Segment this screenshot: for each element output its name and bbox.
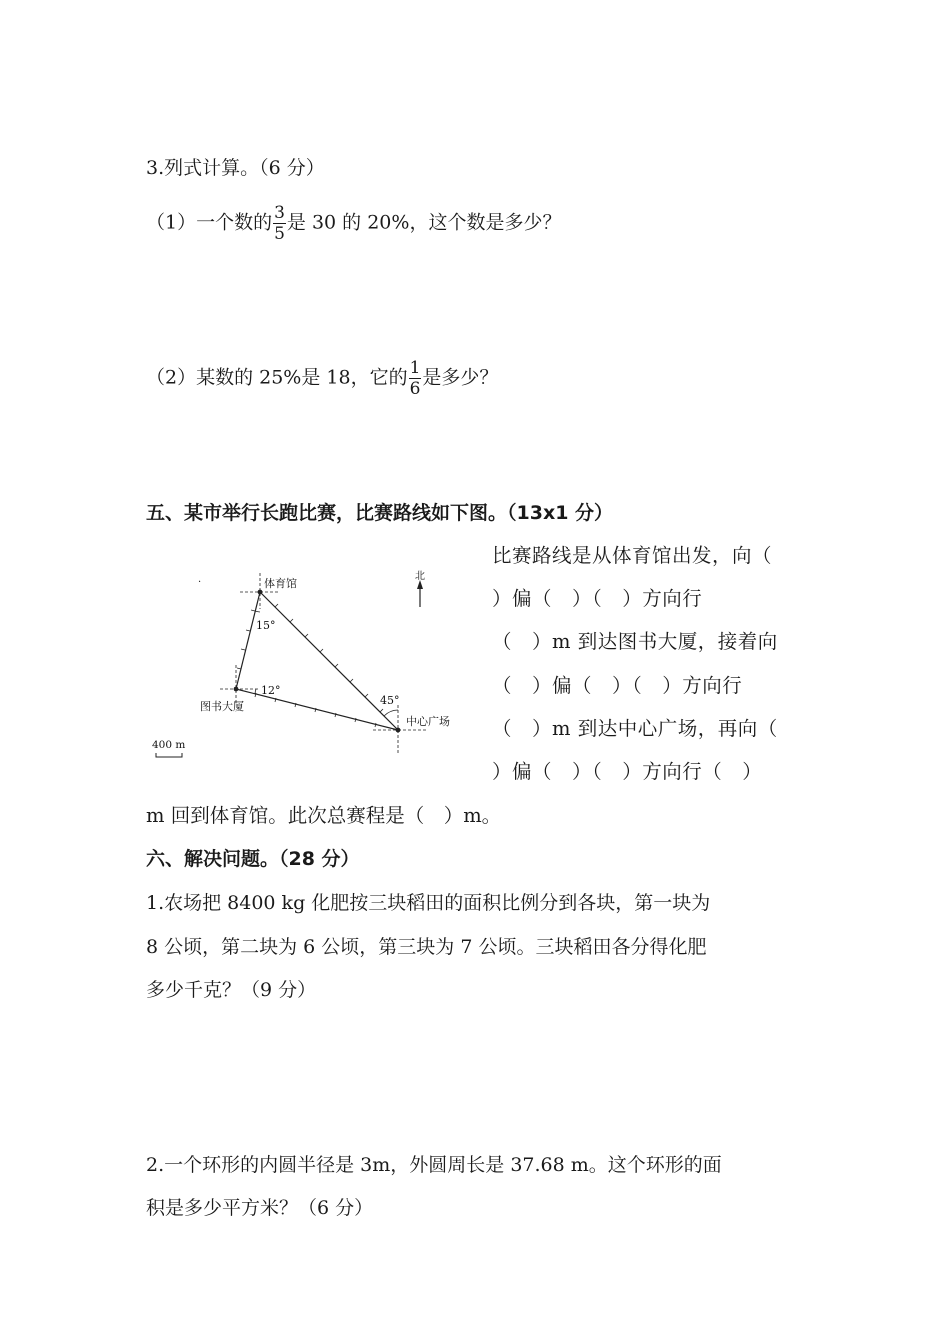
fraction-denominator: 5 — [274, 224, 285, 244]
label-angle-gym: 15° — [256, 619, 276, 632]
fraction-1-6 — [409, 358, 422, 399]
route-line-3: （ ）m 到达图书大厦，接着向 — [492, 630, 778, 653]
route-gym-library — [236, 592, 260, 689]
svg-text:·: · — [198, 577, 202, 588]
label-plaza: 中心广场 — [406, 715, 450, 728]
route-line-5: （ ）m 到达中心广场，再向（ — [492, 717, 778, 740]
q3-part1-prefix: （1）一个数的 — [146, 211, 273, 234]
q3-part2-prefix: （2）某数的 25%是 18，它的 — [146, 366, 408, 389]
label-gym: 体育馆 — [264, 577, 297, 590]
route-tail: m 回到体育馆。此次总赛程是（ ）m。 — [146, 804, 502, 827]
route-map — [148, 565, 478, 765]
fraction-numerator: 3 — [274, 203, 285, 223]
label-library: 图书大厦 — [200, 700, 244, 713]
label-north: 北 — [415, 571, 425, 582]
problem2-line-2: 积是多少平方米？（6 分） — [146, 1197, 374, 1219]
route-line-6: ）偏（ ）（ ）方向行（ ） — [492, 760, 763, 783]
problem2-line-1: 2.一个环形的内圆半径是 3m，外圆周长是 37.68 m。这个环形的面 — [146, 1154, 722, 1176]
label-scale: 400 m — [152, 739, 186, 751]
fraction-numerator: 1 — [409, 358, 421, 378]
q3-part1-suffix: 是 30 的 20%，这个数是多少？ — [286, 211, 562, 234]
problem1-line-2: 8 公顷，第二块为 6 公顷，第三块为 7 公顷。三块稻田各分得化肥 — [146, 936, 707, 958]
q3-title: 3.列式计算。（6 分） — [146, 157, 325, 179]
q3-part2 — [146, 358, 498, 399]
q3-part1 — [146, 203, 561, 244]
fraction-denominator: 6 — [409, 379, 421, 399]
problem1-line-3: 多少千克？（9 分） — [146, 979, 317, 1001]
route-plaza-gym — [260, 592, 398, 730]
route-line-2: ）偏（ ）（ ）方向行 — [492, 587, 703, 610]
q3-part2-suffix: 是多少？ — [422, 366, 499, 389]
problem1-line-1: 1.农场把 8400 kg 化肥按三块稻田的面积比例分到各块，第一块为 — [146, 892, 711, 914]
section6-heading: 六、解决问题。（28 分） — [146, 848, 360, 870]
section5-heading: 五、某市举行长跑比赛，比赛路线如下图。（13x1 分） — [146, 502, 614, 524]
route-line-4: （ ）偏（ ）（ ）方向行 — [492, 674, 743, 697]
label-angle-library: 12° — [261, 684, 281, 697]
label-angle-plaza: 45° — [380, 694, 400, 707]
route-line-1: 比赛路线是从体育馆出发，向（ — [492, 544, 773, 567]
fraction-3-5 — [273, 203, 286, 244]
